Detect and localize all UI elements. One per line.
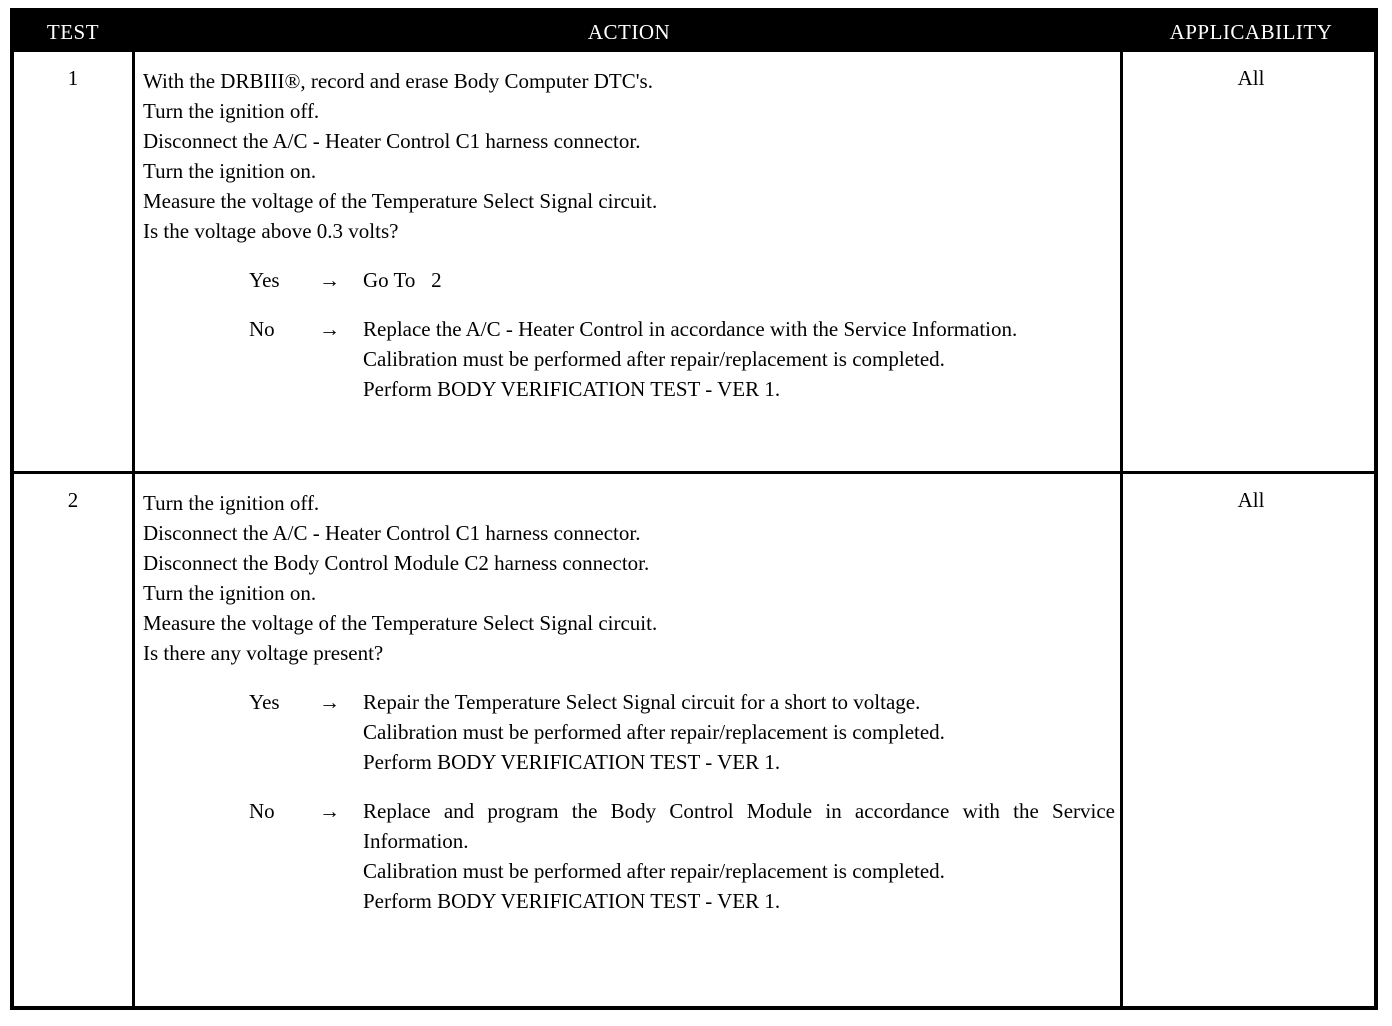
result-line: Repair the Temperature Select Signal circuit for a short to voltage. [363, 690, 921, 714]
action-step: Is the voltage above 0.3 volts? [143, 219, 399, 243]
action-cell [143, 488, 1118, 916]
arrow-right-icon: → [319, 799, 340, 823]
result-line: Calibration must be performed after repair/replacement is completed. [363, 347, 945, 371]
action-step: Turn the ignition off. [143, 491, 320, 515]
result-line: Replace the A/C - Heater Control in accordance with the Service Information. [363, 317, 1018, 341]
branch-no [143, 796, 1118, 916]
branch-result [363, 687, 1115, 777]
action-step: Turn the ignition off. [143, 99, 320, 123]
action-step: Disconnect the Body Control Module C2 harness connector. [143, 551, 650, 575]
branch-result [363, 796, 1115, 916]
result-line: Perform BODY VERIFICATION TEST - VER 1. [363, 750, 781, 774]
action-cell [143, 66, 1118, 404]
result-line: Calibration must be performed after repair/replacement is completed. [363, 859, 945, 883]
action-step: Turn the ignition on. [143, 581, 317, 605]
branch-label: No [249, 317, 275, 341]
header-applicability: APPLICABILITY [1169, 20, 1333, 44]
branch-yes [143, 265, 1118, 295]
result-line: Perform BODY VERIFICATION TEST - VER 1. [363, 377, 781, 401]
arrow-right-icon: → [319, 690, 340, 714]
branch-no [143, 314, 1118, 404]
result-line: Calibration must be performed after repair/replacement is completed. [363, 720, 945, 744]
result-line: Replace and program the Body Control Module in accordance with the Service Information. [363, 799, 1115, 853]
table-header [14, 12, 1374, 52]
table-row [14, 474, 1374, 1006]
table-row [14, 52, 1374, 471]
test-number: 1 [67, 66, 79, 90]
branch-label: No [249, 799, 275, 823]
action-step: Disconnect the A/C - Heater Control C1 harness connector. [143, 521, 641, 545]
header-action: ACTION [587, 20, 671, 44]
action-step: Measure the voltage of the Temperature Select Signal circuit. [143, 189, 658, 213]
result-line: Perform BODY VERIFICATION TEST - VER 1. [363, 889, 781, 913]
result-line: Go To 2 [363, 268, 442, 292]
diagnostic-test-table [10, 8, 1378, 1010]
action-step: With the DRBIII®, record and erase Body Computer DTC's. [143, 69, 653, 93]
branch-label: Yes [249, 268, 280, 292]
action-step: Disconnect the A/C - Heater Control C1 harness connector. [143, 129, 641, 153]
action-step: Is there any voltage present? [143, 641, 384, 665]
branch-yes [143, 687, 1118, 777]
header-test: TEST [46, 20, 100, 44]
branch-result [363, 314, 1115, 404]
test-number: 2 [67, 488, 79, 512]
arrow-right-icon: → [319, 268, 340, 292]
action-step: Turn the ignition on. [143, 159, 317, 183]
action-step: Measure the voltage of the Temperature Select Signal circuit. [143, 611, 658, 635]
applicability-value: All [1237, 488, 1265, 512]
arrow-right-icon: → [319, 317, 340, 341]
branch-label: Yes [249, 690, 280, 714]
applicability-value: All [1237, 66, 1265, 90]
branch-result [363, 265, 1115, 295]
